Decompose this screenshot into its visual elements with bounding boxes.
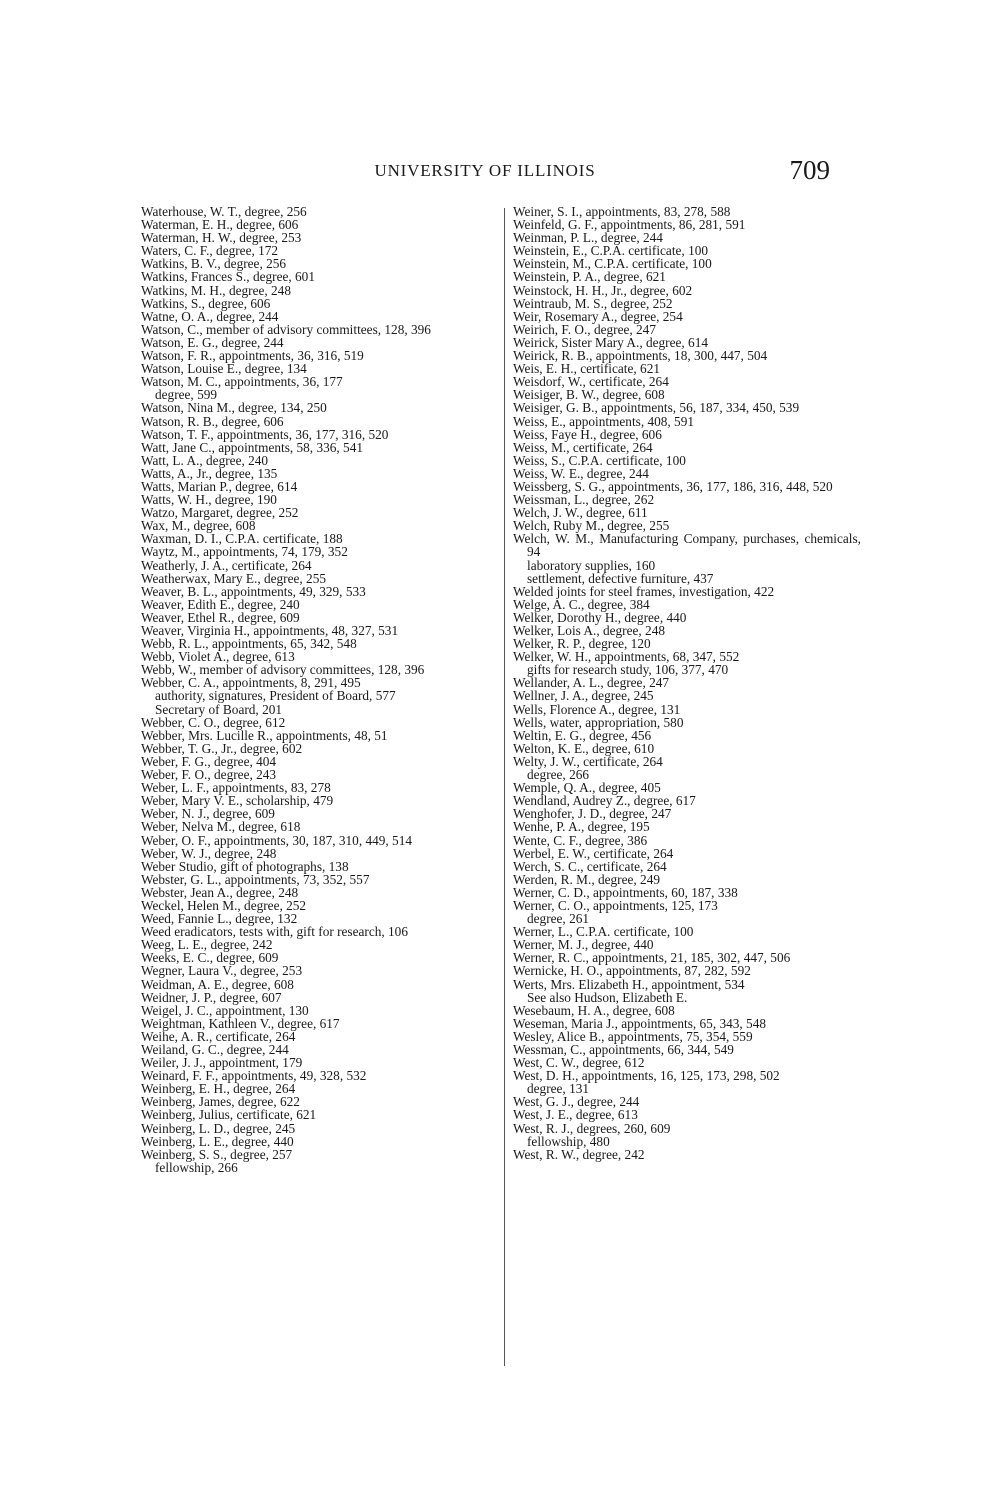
index-entry: Webber, C. O., degree, 612 xyxy=(141,714,286,730)
index-entry: Weatherly, J. A., certificate, 264 xyxy=(141,557,312,573)
index-entry: Weidner, J. P., degree, 607 xyxy=(141,989,282,1005)
index-entry: Weiss, E., appointments, 408, 591 xyxy=(513,413,695,429)
index-entry: Welker, Lois A., degree, 248 xyxy=(513,623,666,638)
index-subentry: settlement, defective furniture, 437 xyxy=(527,570,714,586)
index-entry: Weber, W. J., degree, 248 xyxy=(141,845,277,861)
index-entry: Waxman, D. I., C.P.A. certificate, 188 xyxy=(141,531,343,547)
index-entry: Weirick, R. B., appointments, 18, 300, 447, 504 xyxy=(513,348,768,364)
index-entry: Webb, W., member of advisory committees, 128, 396 xyxy=(141,662,425,678)
index-entry: Weiss, Faye H., degree, 606 xyxy=(513,426,662,442)
index-entry: Weirick, Sister Mary A., degree, 614 xyxy=(513,334,709,350)
index-entry: Werch, S. C., certificate, 264 xyxy=(513,858,667,874)
index-entry: Watt, L. A., degree, 240 xyxy=(141,452,269,468)
index-subentry: laboratory supplies, 160 xyxy=(527,557,656,573)
index-entry: Waters, C. F., degree, 172 xyxy=(141,243,279,259)
index-entry: Weltin, E. G., degree, 456 xyxy=(513,727,652,743)
index-entry: Webster, Jean A., degree, 248 xyxy=(141,884,299,900)
index-entry: Weckel, Helen M., degree, 252 xyxy=(141,897,307,913)
index-column-left xyxy=(141,205,493,1174)
index-entry: Weinstein, E., C.P.A. certificate, 100 xyxy=(513,243,709,259)
index-entry: Weinstock, H. H., Jr., degree, 602 xyxy=(513,282,693,298)
index-entry: Weis, E. H., certificate, 621 xyxy=(513,361,660,377)
index-entry: Watson, R. B., degree, 606 xyxy=(141,413,284,429)
index-entry: Weiss, M., certificate, 264 xyxy=(513,439,653,455)
index-entry: Wessman, C., appointments, 66, 344, 549 xyxy=(513,1042,734,1057)
index-entry: Wesebaum, H. A., degree, 608 xyxy=(513,1002,675,1018)
index-entry: Werner, C. D., appointments, 60, 187, 338 xyxy=(513,884,738,900)
index-entry: Weinstein, M., C.P.A. certificate, 100 xyxy=(513,256,712,272)
index-entry: Welker, Dorothy H., degree, 440 xyxy=(513,609,687,625)
index-entry: Weidman, A. E., degree, 608 xyxy=(141,976,294,992)
index-entry: Watkins, Frances S., degree, 601 xyxy=(141,269,315,285)
index-entry: Webster, G. L., appointments, 73, 352, 557 xyxy=(141,871,370,887)
index-subentry: authority, signatures, President of Board, 577 xyxy=(155,688,396,704)
index-entry: Watts, W. H., degree, 190 xyxy=(141,492,277,508)
index-entry: Weaver, Ethel R., degree, 609 xyxy=(141,609,300,625)
index-entry: Watson, E. G., degree, 244 xyxy=(141,334,284,350)
index-entry: Wegner, Laura V., degree, 253 xyxy=(141,963,303,979)
index-entry: Wente, C. F., degree, 386 xyxy=(513,832,648,848)
index-entry: Werner, M. J., degree, 440 xyxy=(513,937,654,953)
index-subentry: degree, 266 xyxy=(527,767,590,783)
index-subentry: degree, 261 xyxy=(527,911,590,927)
running-head: UNIVERSITY OF ILLINOIS xyxy=(374,161,596,180)
index-entry: Wenghofer, J. D., degree, 247 xyxy=(513,806,672,822)
index-subentry: fellowship, 480 xyxy=(527,1133,610,1149)
index-entry: Weiss, S., C.P.A. certificate, 100 xyxy=(513,452,686,468)
index-entry: Weiland, G. C., degree, 244 xyxy=(141,1042,289,1057)
index-entry: West, J. E., degree, 613 xyxy=(513,1107,638,1123)
index-entry: Watzo, Margaret, degree, 252 xyxy=(141,505,299,521)
index-entry: Weber, F. G., degree, 404 xyxy=(141,753,277,769)
index-entry: Watt, Jane C., appointments, 58, 336, 541 xyxy=(141,439,363,455)
index-entry: Webber, Mrs. Lucille R., appointments, 48, 51 xyxy=(141,727,388,743)
index-entry: Wells, water, appropriation, 580 xyxy=(513,714,684,730)
index-subentry: degree, 131 xyxy=(527,1081,590,1097)
index-entry: Weinfeld, G. F., appointments, 86, 281, 591 xyxy=(513,217,746,233)
index-entry: Waytz, M., appointments, 74, 179, 352 xyxy=(141,544,348,560)
index-entry: Weatherwax, Mary E., degree, 255 xyxy=(141,570,327,586)
column-divider xyxy=(504,208,505,1366)
index-entry: Weaver, B. L., appointments, 49, 329, 533 xyxy=(141,583,366,599)
index-entry: Wells, Florence A., degree, 131 xyxy=(513,701,681,717)
index-entry: Weinman, P. L., degree, 244 xyxy=(513,230,663,246)
index-entry: Weber, F. O., degree, 243 xyxy=(141,767,277,783)
index-entry: Welge, A. C., degree, 384 xyxy=(513,596,650,612)
index-entry: Weed eradicators, tests with, gift for research, 106 xyxy=(141,924,408,940)
index-subentry: Secretary of Board, 201 xyxy=(155,701,283,717)
index-entry: Weinberg, James, degree, 622 xyxy=(141,1094,300,1110)
index-entry: Weirich, F. O., degree, 247 xyxy=(513,321,656,337)
index-entry: Watkins, B. V., degree, 256 xyxy=(141,256,287,272)
index-entry: Weber, Mary V. E., scholarship, 479 xyxy=(141,793,334,809)
index-entry: Weintraub, M. S., degree, 252 xyxy=(513,295,673,311)
index-entry: Werts, Mrs. Elizabeth H., appointment, 534 xyxy=(513,976,745,992)
index-entry: Watson, Nina M., degree, 134, 250 xyxy=(141,400,327,416)
index-entry: West, R. W., degree, 242 xyxy=(513,1146,645,1162)
index-entry: Waterman, E. H., degree, 606 xyxy=(141,217,299,233)
index-entry: Wemple, Q. A., degree, 405 xyxy=(513,780,661,796)
index-entry: Watson, C., member of advisory committees, 128, 396 xyxy=(141,321,431,337)
index-entry: Weisdorf, W., certificate, 264 xyxy=(513,374,669,390)
index-entry: Welton, K. E., degree, 610 xyxy=(513,740,655,756)
index-entry: Weeks, E. C., degree, 609 xyxy=(141,950,279,966)
index-entry: Weiss, W. E., degree, 244 xyxy=(513,465,649,481)
index-entry: Weisiger, G. B., appointments, 56, 187, 334, 450, 539 xyxy=(513,400,800,416)
index-entry: Weinberg, L. D., degree, 245 xyxy=(141,1120,296,1136)
index-entry: Weissman, L., degree, 262 xyxy=(513,492,655,508)
index-entry: Webb, Violet A., degree, 613 xyxy=(141,649,295,665)
index-subentry: See also Hudson, Elizabeth E. xyxy=(527,989,688,1005)
index-entry: Weaver, Edith E., degree, 240 xyxy=(141,596,300,612)
index-entry: Watts, A., Jr., degree, 135 xyxy=(141,465,278,481)
index-entry: Wax, M., degree, 608 xyxy=(141,518,256,534)
index-entry: Werner, C. O., appointments, 125, 173 xyxy=(513,897,718,913)
index-entry: Weinstein, P. A., degree, 621 xyxy=(513,269,666,285)
index-entry: Wernicke, H. O., appointments, 87, 282, 592 xyxy=(513,963,751,979)
index-entry: Webber, T. G., Jr., degree, 602 xyxy=(141,740,303,756)
index-entry: West, C. W., degree, 612 xyxy=(513,1055,645,1071)
index-entry: Weinberg, Julius, certificate, 621 xyxy=(141,1107,317,1123)
index-entry: Wenhe, P. A., degree, 195 xyxy=(513,819,650,835)
index-entry: Weiner, S. I., appointments, 83, 278, 588 xyxy=(513,204,731,219)
index-entry: Waterhouse, W. T., degree, 256 xyxy=(141,204,307,219)
index-entry: Werner, R. C., appointments, 21, 185, 302, 447, 506 xyxy=(513,950,791,966)
index-entry: Watne, O. A., degree, 244 xyxy=(141,308,279,324)
index-entry: Weseman, Maria J., appointments, 65, 343, 548 xyxy=(513,1015,767,1031)
index-entry: Weihe, A. R., certificate, 264 xyxy=(141,1028,296,1044)
index-entry: Weiler, J. J., appointment, 179 xyxy=(141,1055,303,1071)
index-entry: Wellner, J. A., degree, 245 xyxy=(513,688,654,704)
page-number: 709 xyxy=(789,155,830,185)
index-entry: Weber, O. F., appointments, 30, 187, 310, 449, 514 xyxy=(141,832,413,848)
index-entry: Watkins, M. H., degree, 248 xyxy=(141,282,291,298)
index-entry: Watts, Marian P., degree, 614 xyxy=(141,478,298,494)
index-column-right xyxy=(513,205,861,1161)
index-entry: Weber, L. F., appointments, 83, 278 xyxy=(141,780,331,796)
index-entry: Werden, R. M., degree, 249 xyxy=(513,871,660,887)
index-entry: Weir, Rosemary A., degree, 254 xyxy=(513,308,683,324)
index-subentry: fellowship, 266 xyxy=(155,1159,238,1175)
index-subentry: degree, 599 xyxy=(155,387,218,403)
index-entry: Wesley, Alice B., appointments, 75, 354, 559 xyxy=(513,1028,753,1044)
index-entry: Weaver, Virginia H., appointments, 48, 327, 531 xyxy=(141,623,399,638)
index-entry: Weber, N. J., degree, 609 xyxy=(141,806,275,822)
index-entry: Watson, F. R., appointments, 36, 316, 519 xyxy=(141,348,364,364)
index-entry: Welch, J. W., degree, 611 xyxy=(513,505,648,521)
index-entry: Welker, R. P., degree, 120 xyxy=(513,636,651,652)
index-entry: Welty, J. W., certificate, 264 xyxy=(513,753,663,769)
index-entry: West, G. J., degree, 244 xyxy=(513,1094,640,1110)
index-entry: Webber, C. A., appointments, 8, 291, 495 xyxy=(141,675,361,691)
index-entry: Weber, Nelva M., degree, 618 xyxy=(141,819,301,835)
index-entry: Weissberg, S. G., appointments, 36, 177, 186, 316, 448, 520 xyxy=(513,478,833,494)
index-entry: Weed, Fannie L., degree, 132 xyxy=(141,911,298,927)
index-entry: Welded joints for steel frames, investigation, 422 xyxy=(513,583,775,599)
index-entry: Weinberg, S. S., degree, 257 xyxy=(141,1146,293,1162)
index-entry: Weightman, Kathleen V., degree, 617 xyxy=(141,1015,340,1031)
index-entry: Welch, W. M., Manufacturing Company, purchases, chemicals, 94 xyxy=(513,531,861,560)
index-entry: Welch, Ruby M., degree, 255 xyxy=(513,518,670,534)
index-entry: West, R. J., degrees, 260, 609 xyxy=(513,1120,671,1136)
index-entry: Wendland, Audrey Z., degree, 617 xyxy=(513,793,696,809)
index-entry: West, D. H., appointments, 16, 125, 173, 298, 502 xyxy=(513,1068,780,1084)
index-entry: Weeg, L. E., degree, 242 xyxy=(141,937,273,953)
index-entry: Weinard, F. F., appointments, 49, 328, 532 xyxy=(141,1068,367,1084)
index-entry: Webb, R. L., appointments, 65, 342, 548 xyxy=(141,636,357,652)
index-entry: Weber Studio, gift of photographs, 138 xyxy=(141,858,349,874)
index-entry: Weinberg, L. E., degree, 440 xyxy=(141,1133,294,1149)
index-entry: Waterman, H. W., degree, 253 xyxy=(141,230,302,246)
index-entry: Welker, W. H., appointments, 68, 347, 552 xyxy=(513,649,740,665)
index-subentry: gifts for research study, 106, 377, 470 xyxy=(527,662,729,678)
index-entry: Werbel, E. W., certificate, 264 xyxy=(513,845,674,861)
index-entry: Weigel, J. C., appointment, 130 xyxy=(141,1002,309,1018)
index-entry: Watson, Louise E., degree, 134 xyxy=(141,361,307,377)
index-entry: Wellander, A. L., degree, 247 xyxy=(513,675,670,691)
page-header xyxy=(140,155,830,191)
index-entry: Watkins, S., degree, 606 xyxy=(141,295,271,311)
index-entry: Weinberg, E. H., degree, 264 xyxy=(141,1081,296,1097)
index-entry: Weisiger, B. W., degree, 608 xyxy=(513,387,665,403)
index-entry: Watson, T. F., appointments, 36, 177, 316, 520 xyxy=(141,426,389,442)
index-entry: Werner, L., C.P.A. certificate, 100 xyxy=(513,924,694,940)
index-entry: Watson, M. C., appointments, 36, 177 xyxy=(141,374,343,390)
